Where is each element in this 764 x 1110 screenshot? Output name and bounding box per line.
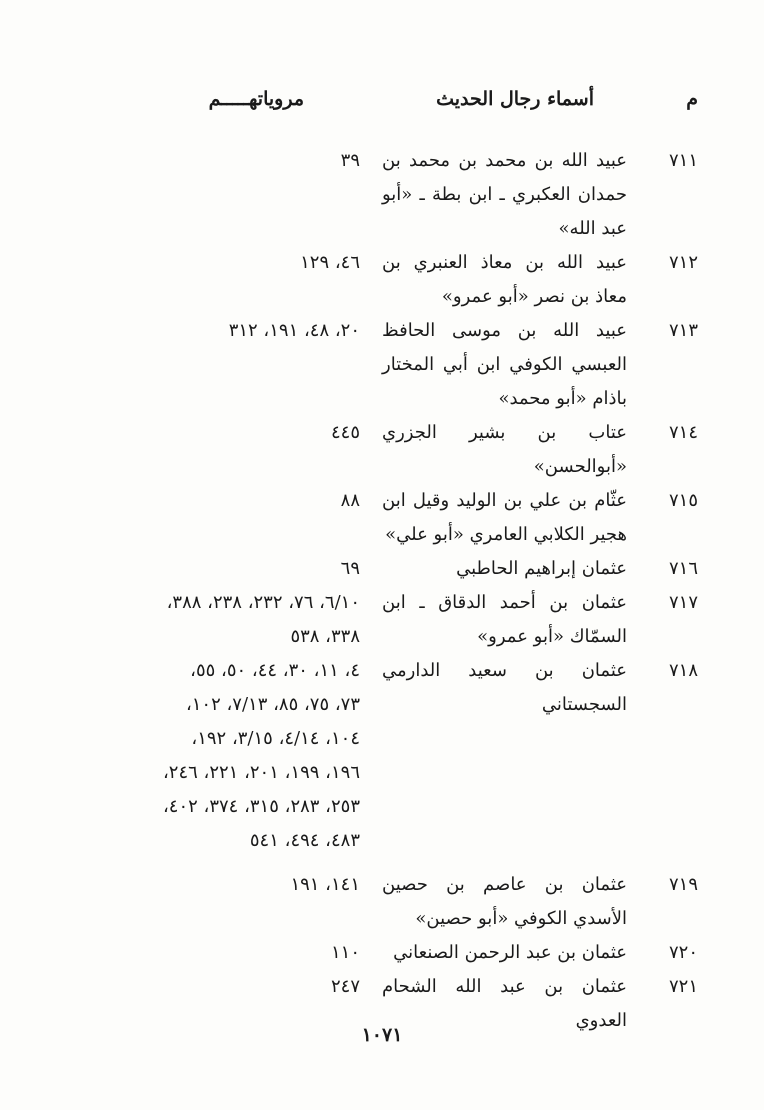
entry-number: ٧٢١ <box>668 976 698 997</box>
entry-716 <box>0 552 764 586</box>
riwayat-line: ٣٣٨، ٥٣٨ <box>290 626 360 647</box>
entry-name: عثمان بن عبد الله الشحام العدوي <box>382 976 627 1031</box>
entries-list <box>0 144 764 1038</box>
entry-name: عبيد الله بن موسى الحافظ العبسي الكوفي ابن أبي المختار باذام «أبو محمد» <box>382 320 627 409</box>
entry-riwayat <box>82 484 382 552</box>
entry-number: ٧١٩ <box>668 874 698 895</box>
header-number: م <box>686 88 698 110</box>
riwayat-line: ١٤١، ١٩١ <box>290 874 360 895</box>
entry-number: ٧١٢ <box>668 252 698 273</box>
entry-712 <box>0 246 764 314</box>
entry-719 <box>0 868 764 936</box>
entry-name: عثمان بن أحمد الدقاق ـ ابن السمّاك «أبو عمرو» <box>382 592 627 647</box>
entry-717 <box>0 586 764 654</box>
entry-name: عثمان إبراهيم الحاطبي <box>456 558 627 579</box>
entry-713 <box>0 314 764 416</box>
riwayat-line: ٤٦، ١٢٩ <box>300 252 360 273</box>
entry-720 <box>0 936 764 970</box>
riwayat-line: ٢٤٧ <box>330 976 360 997</box>
entry-718 <box>0 654 764 858</box>
entry-number: ٧١٧ <box>668 592 698 613</box>
riwayat-line: ٦/١٠، ٧٦، ٢٣٢، ٢٣٨، ٣٨٨، <box>166 592 360 613</box>
entry-number: ٧١٨ <box>668 660 698 681</box>
entry-riwayat <box>82 144 382 246</box>
entry-name: عثمان بن سعيد الدارمي السجستاني <box>382 660 627 715</box>
riwayat-line: ٢٥٣، ٢٨٣، ٣١٥، ٣٧٤، ٤٠٢، <box>162 796 360 817</box>
entry-number: ٧٢٠ <box>668 942 698 963</box>
riwayat-line: ٤٨٣، ٤٩٤، ٥٤١ <box>249 830 360 851</box>
entry-riwayat <box>82 314 382 416</box>
entry-riwayat <box>82 552 382 586</box>
entry-gap <box>0 858 764 868</box>
entry-714 <box>0 416 764 484</box>
entry-number: ٧١٦ <box>668 558 698 579</box>
entry-name: عبيد الله بن محمد بن محمد بن حمدان العكبري ـ ابن بطة ـ «أبو عبد الله» <box>382 150 627 239</box>
header-riwayat: مروياتهـــــم <box>208 88 304 110</box>
entry-riwayat <box>82 416 382 484</box>
entry-name: عثمان بن عبد الرحمن الصنعاني <box>393 942 627 963</box>
riwayat-line: ٤، ١١، ٣٠، ٤٤، ٥٠، ٥٥، <box>190 660 360 681</box>
riwayat-line: ٣٩ <box>340 150 360 171</box>
riwayat-line: ٧٣، ٧٥، ٨٥، ٧/١٣، ١٠٢، <box>185 694 360 715</box>
header-names: أسماء رجال الحديث <box>436 88 594 110</box>
riwayat-line: ١٠٤، ٤/١٤، ٣/١٥، ١٩٢، <box>191 728 360 749</box>
entry-riwayat <box>82 936 382 970</box>
entry-riwayat <box>82 654 382 858</box>
entry-number: ٧١٤ <box>668 422 698 443</box>
entry-name: عبيد الله بن معاذ العنبري بن معاذ بن نصر «أبو عمرو» <box>382 252 627 307</box>
entry-riwayat <box>82 868 382 936</box>
entry-711 <box>0 144 764 246</box>
entry-riwayat <box>82 586 382 654</box>
entry-riwayat <box>82 246 382 314</box>
riwayat-line: ١٩٦، ١٩٩، ٢٠١، ٢٢١، ٢٤٦، <box>162 762 360 783</box>
entry-name: عثّام بن علي بن الوليد وقيل ابن هجير الكلابي العامري «أبو علي» <box>382 490 627 545</box>
entry-name: عثمان بن عاصم بن حصين الأسدي الكوفي «أبو حصين» <box>382 874 627 929</box>
riwayat-line: ٨٨ <box>340 490 360 511</box>
page-number: ١٠٧١ <box>361 1024 403 1046</box>
riwayat-line: ١١٠ <box>330 942 360 963</box>
riwayat-line: ٤٤٥ <box>330 422 360 443</box>
entry-number: ٧١٥ <box>668 490 698 511</box>
riwayat-line: ٢٠، ٤٨، ١٩١، ٣١٢ <box>228 320 360 341</box>
riwayat-line: ٦٩ <box>340 558 360 579</box>
entry-name: عتاب بن بشير الجزري «أبوالحسن» <box>382 422 627 477</box>
entry-number: ٧١١ <box>668 150 698 171</box>
table-header <box>0 88 764 122</box>
entry-number: ٧١٣ <box>668 320 698 341</box>
entry-715 <box>0 484 764 552</box>
